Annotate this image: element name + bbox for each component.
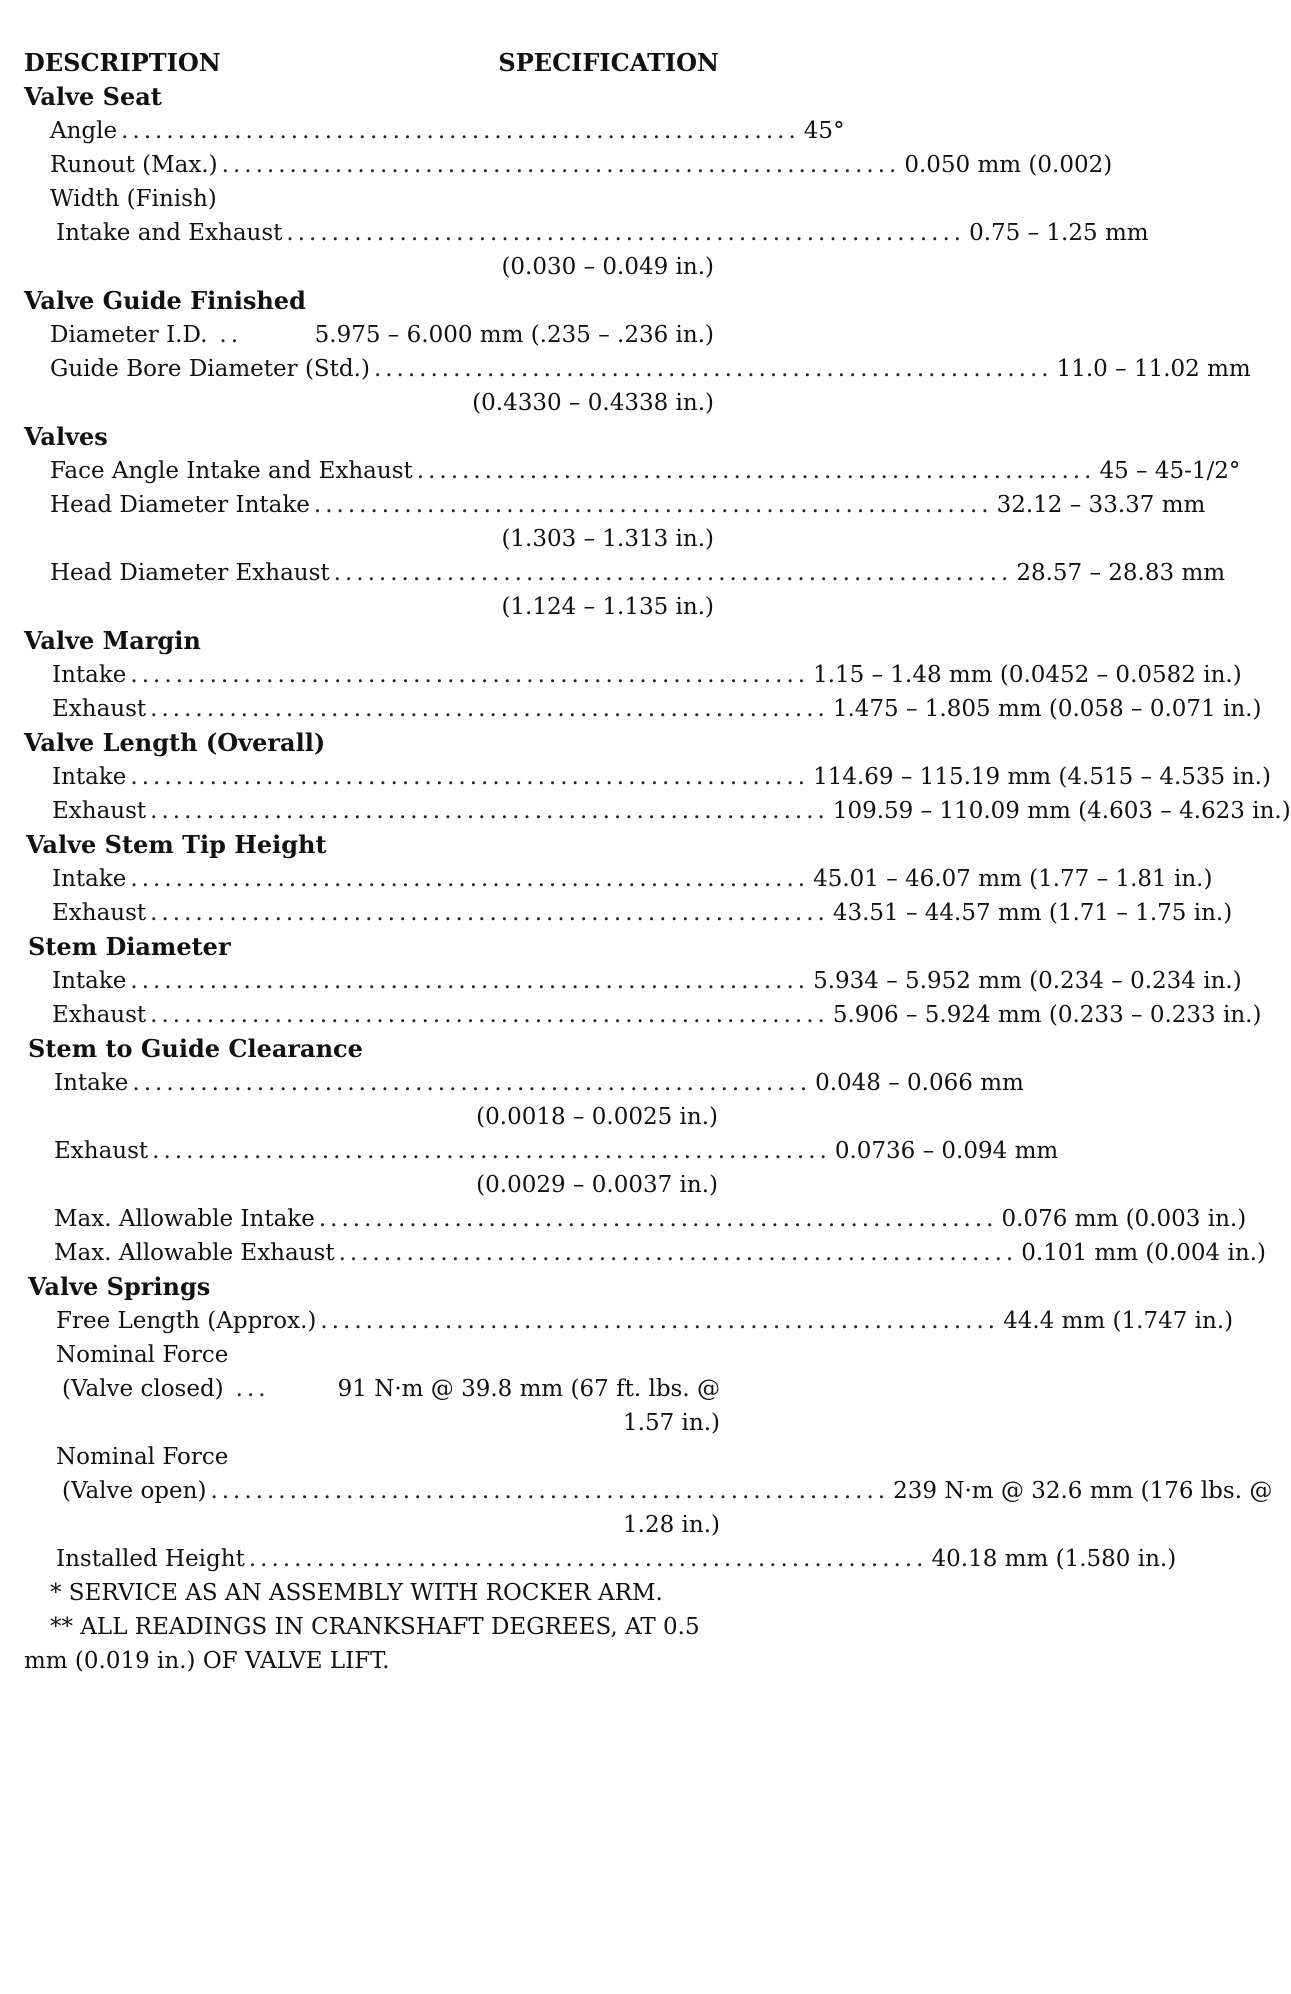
spec-value: 109.59 – 110.09 mm (4.603 – 4.623 in.) [832, 798, 1291, 824]
spec-label: (Valve closed) [62, 1376, 224, 1402]
dot-leader: ............................................................ [132, 1070, 812, 1096]
dot-leader: ............................................................ [210, 1478, 890, 1504]
spec-value-continued: (0.030 – 0.049 in.) [501, 254, 714, 280]
spec-value-continued: 1.28 in.) [623, 1512, 720, 1538]
spec-value: 45 – 45-1/2° [1099, 458, 1241, 484]
spec-label: Max. Allowable Intake [54, 1206, 315, 1232]
spec-row [24, 1474, 1273, 1508]
spec-label: Intake [54, 1070, 129, 1096]
spec-row [24, 658, 1242, 692]
dot-leader: ............................................................ [150, 696, 829, 722]
spec-row [24, 794, 1291, 828]
spec-value: 0.0736 – 0.094 mm [834, 1138, 1059, 1164]
dot-leader: ............................................................ [130, 662, 810, 688]
spec-row [24, 1236, 1266, 1270]
spec-label: Diameter I.D. [50, 322, 208, 348]
spec-row [24, 1304, 1234, 1338]
spec-label: Head Diameter Intake [50, 492, 310, 518]
dot-leader: ............................................................ [150, 1002, 829, 1028]
spec-row [24, 352, 1251, 386]
spec-row [24, 1134, 1059, 1168]
spec-row [24, 1202, 1247, 1236]
spec-value: 239 N·m @ 32.6 mm (176 lbs. @ [893, 1478, 1273, 1504]
section-heading: Valve Stem Tip Height [26, 830, 327, 859]
spec-value: 11.0 – 11.02 mm [1056, 356, 1251, 382]
spec-subheading: Width (Finish) [50, 186, 217, 212]
spec-value-continued: (0.4330 – 0.4338 in.) [472, 390, 714, 416]
spec-value: 91 N·m @ 39.8 mm (67 ft. lbs. @ [337, 1376, 720, 1402]
spec-row [24, 318, 714, 352]
section-heading: Stem to Guide Clearance [28, 1034, 363, 1063]
spec-row [24, 964, 1242, 998]
spec-value-continued: (0.0029 – 0.0037 in.) [476, 1172, 718, 1198]
spec-row [24, 1066, 1024, 1100]
spec-label: Installed Height [56, 1546, 245, 1572]
dot-leader: ............................................................ [130, 866, 810, 892]
spec-value: 0.050 mm (0.002) [904, 152, 1113, 178]
spec-value: 1.15 – 1.48 mm (0.0452 – 0.0582 in.) [813, 662, 1242, 688]
table-header [24, 46, 719, 80]
spec-value: 0.75 – 1.25 mm [969, 220, 1149, 246]
spec-row [24, 114, 845, 148]
dot-leader: ... [235, 1376, 270, 1402]
dot-leader: ............................................................ [150, 798, 829, 824]
spec-label: Max. Allowable Exhaust [54, 1240, 335, 1266]
spec-value: 28.57 – 28.83 mm [1016, 560, 1226, 586]
spec-value: 5.934 – 5.952 mm (0.234 – 0.234 in.) [813, 968, 1242, 994]
spec-row [24, 148, 1113, 182]
spec-label: Intake [52, 866, 127, 892]
section-heading: Valve Length (Overall) [24, 728, 326, 757]
spec-label: Free Length (Approx.) [56, 1308, 317, 1334]
spec-value: 40.18 mm (1.580 in.) [931, 1546, 1177, 1572]
description-column-heading: DESCRIPTION [24, 48, 221, 77]
spec-label: Guide Bore Diameter (Std.) [50, 356, 370, 382]
spec-list [24, 80, 1291, 1678]
footnote: * SERVICE AS AN ASSEMBLY WITH ROCKER ARM. [50, 1580, 663, 1606]
dot-leader: ............................................................ [150, 900, 829, 926]
spec-row [24, 216, 1149, 250]
spec-value: 0.048 – 0.066 mm [815, 1070, 1024, 1096]
spec-value-continued: 1.57 in.) [623, 1410, 720, 1436]
spec-label: Exhaust [52, 696, 147, 722]
spec-label: Exhaust [52, 798, 147, 824]
spec-value: 114.69 – 115.19 mm (4.515 – 4.535 in.) [813, 764, 1271, 790]
dot-leader: ............................................................ [130, 764, 810, 790]
spec-row [24, 1372, 720, 1406]
spec-row [24, 454, 1241, 488]
spec-value-continued: (0.0018 – 0.0025 in.) [476, 1104, 718, 1130]
spec-value: 45° [803, 118, 845, 144]
spec-label: (Valve open) [62, 1478, 207, 1504]
spec-value: 32.12 – 33.37 mm [996, 492, 1206, 518]
dot-leader: ............................................................ [221, 152, 901, 178]
section-heading: Stem Diameter [28, 932, 231, 961]
spec-value: 45.01 – 46.07 mm (1.77 – 1.81 in.) [813, 866, 1213, 892]
spec-row [24, 1542, 1177, 1576]
spec-row [24, 862, 1213, 896]
spec-value: 1.475 – 1.805 mm (0.058 – 0.071 in.) [832, 696, 1262, 722]
dot-leader: ............................................................ [121, 118, 800, 144]
section-heading: Valve Margin [24, 626, 201, 655]
spec-label: Face Angle Intake and Exhaust [50, 458, 413, 484]
dot-leader: ............................................................ [152, 1138, 831, 1164]
spec-value-continued: (1.124 – 1.135 in.) [501, 594, 714, 620]
dot-leader: ............................................................ [286, 220, 966, 246]
dot-leader: ............................................................ [333, 560, 1013, 586]
section-heading: Valve Seat [24, 82, 162, 111]
spec-value: 43.51 – 44.57 mm (1.71 – 1.75 in.) [832, 900, 1233, 926]
spec-page [24, 46, 1291, 1678]
spec-value: 5.906 – 5.924 mm (0.233 – 0.233 in.) [832, 1002, 1262, 1028]
dot-leader: ............................................................ [416, 458, 1096, 484]
spec-row [24, 488, 1206, 522]
section-heading: Valves [24, 422, 108, 451]
spec-label: Angle [50, 118, 118, 144]
dot-leader: ............................................................ [318, 1206, 998, 1232]
spec-label: Exhaust [52, 1002, 147, 1028]
dot-leader: ............................................................ [320, 1308, 1000, 1334]
dot-leader: ............................................................ [313, 492, 993, 518]
spec-label: Intake and Exhaust [56, 220, 283, 246]
section-heading: Valve Guide Finished [24, 286, 306, 315]
specification-column-heading: SPECIFICATION [498, 48, 719, 77]
dot-leader: ............................................................ [338, 1240, 1018, 1266]
spec-subheading: Nominal Force [56, 1444, 229, 1470]
spec-subheading: Nominal Force [56, 1342, 229, 1368]
spec-row [24, 692, 1262, 726]
spec-label: Intake [52, 764, 127, 790]
spec-row [24, 896, 1233, 930]
spec-row [24, 556, 1226, 590]
spec-value-continued: (1.303 – 1.313 in.) [501, 526, 714, 552]
spec-label: Intake [52, 662, 127, 688]
spec-label: Head Diameter Exhaust [50, 560, 330, 586]
footnote: ** ALL READINGS IN CRANKSHAFT DEGREES, AT 0.5 mm (0.019 in.) OF VALVE LIFT. [24, 1614, 700, 1674]
spec-label: Intake [52, 968, 127, 994]
spec-row [24, 998, 1262, 1032]
dot-leader: ............................................................ [373, 356, 1053, 382]
spec-value: 0.076 mm (0.003 in.) [1001, 1206, 1247, 1232]
dot-leader: ............................................................ [130, 968, 810, 994]
spec-row [24, 760, 1271, 794]
spec-value: 5.975 – 6.000 mm (.235 – .236 in.) [314, 322, 714, 348]
spec-value: 44.4 mm (1.747 in.) [1003, 1308, 1234, 1334]
dot-leader: .. [219, 322, 243, 348]
section-heading: Valve Springs [28, 1272, 211, 1301]
spec-value: 0.101 mm (0.004 in.) [1021, 1240, 1266, 1266]
spec-label: Runout (Max.) [50, 152, 218, 178]
spec-label: Exhaust [52, 900, 147, 926]
spec-label: Exhaust [54, 1138, 149, 1164]
dot-leader: ............................................................ [248, 1546, 928, 1572]
